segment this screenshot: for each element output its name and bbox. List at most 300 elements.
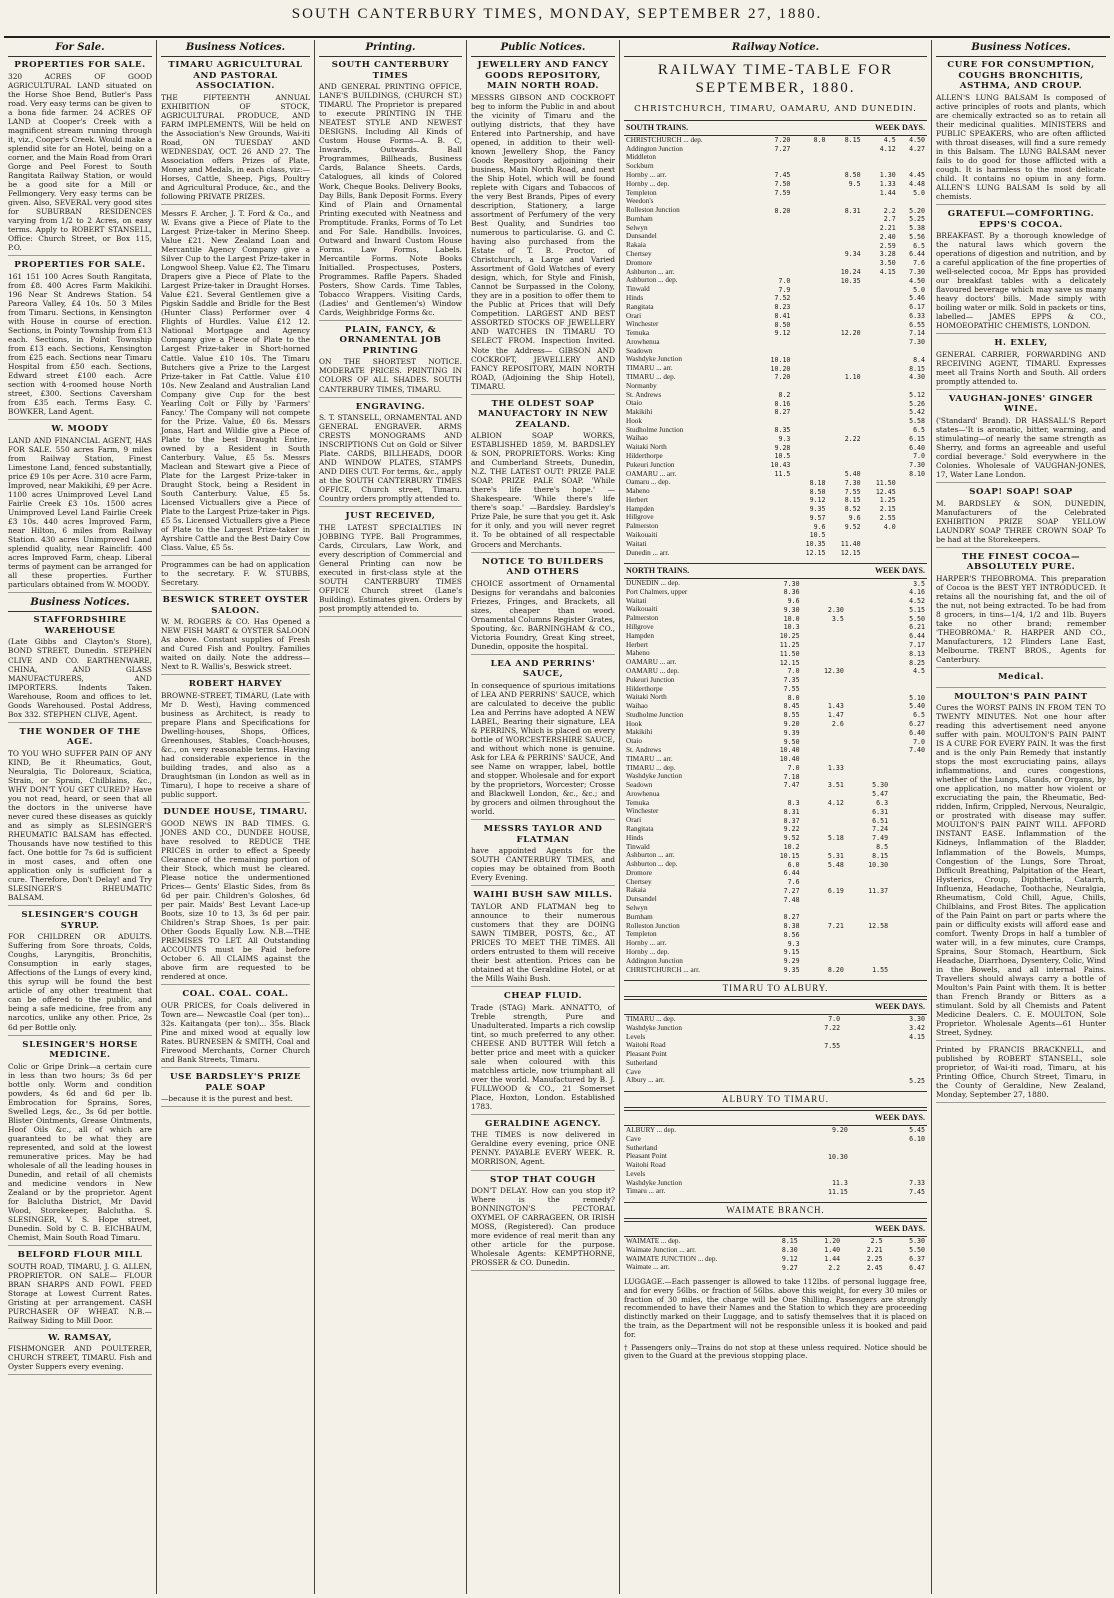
departure-time: 5.12 [909,390,925,399]
departure-time: 10.24 [840,267,861,276]
timetable-row [624,588,927,597]
departure-time [828,224,863,233]
departure-time [792,434,827,443]
departure-time [828,452,863,461]
departure-time [792,180,827,189]
timetable-heading [624,1222,757,1237]
advertisement [161,60,310,205]
advertisement-title: LEA AND PERRINS' SAUCE, [490,658,596,680]
advertisement [161,595,310,675]
timetable-row [624,605,927,614]
departure-time [828,347,863,356]
departure-time: 2.2 [828,1263,841,1272]
timetable-row [624,1059,927,1068]
departure-time [757,513,792,522]
timetable-row [624,171,927,180]
departure-time: 11.50 [779,649,800,658]
departure-time [890,930,927,939]
departure-time: 7.20 [774,373,791,382]
station-name: Rolleston Junction [626,206,680,215]
departure-time: 8.0 [813,136,826,145]
departure-time: 7.14 [909,329,925,338]
station-name: Waitohi Road [626,1041,666,1050]
departure-time: 10.35 [805,540,826,549]
departure-time: 12.20 [840,329,861,338]
departure-time: 1.33 [879,180,896,189]
departure-time: 10.5 [809,531,826,540]
departure-time [802,816,846,825]
timetable-row [624,329,927,338]
departure-time: 9.34 [844,250,861,259]
station-name: Pleasant Point [626,1152,667,1161]
station-name: Weedon's [626,197,654,206]
departure-time: 1.43 [827,702,844,711]
departure-time: 7.55 [824,1041,841,1050]
departure-time [792,215,827,224]
station-name: Hinds [626,833,644,842]
advertisement-body: FOR CHILDREN OR ADULTS. Suffering from Sore throats, Colds, Coughs, Laryngitis, Bronchitis, Consumption in early stages, Affections of the Lungs of every kind, this syrup will be found the best article of any other treatment that can be offered to the public, and being a safe medicine, free from any narcotics, unlike any other. Price, 2s 6d per Bottle only. [8,932,152,1032]
advertisement-title: W. RAMSAY, [47,1332,113,1343]
advertisement-title: JUST RECEIVED, [345,511,436,522]
departure-time [802,658,846,667]
departure-time [757,1135,850,1144]
departure-time: 7.0 [787,763,800,772]
timetable-row [624,303,927,312]
departure-time [898,505,927,514]
departure-time: 7.27 [783,886,800,895]
timetable-row [624,294,927,303]
timetable-row [624,1050,927,1059]
timetable [624,563,927,974]
departure-time: 5.10 [909,693,925,702]
timetable-row [624,728,927,737]
timetable-row [624,737,927,746]
departure-time [757,338,792,347]
departure-time [842,1068,927,1077]
departure-time [792,417,827,426]
departure-time [757,259,792,268]
departure-time: 4.15 [879,267,896,276]
departure-time [846,605,890,614]
advertisement-title: Medical. [997,672,1045,683]
departure-time [802,728,846,737]
advertisement-body: CHOICE assortment of Ornamental Designs for verandahs and balconies Friezes, Fringes, and Brackets, all sizes, cheaper than wood. Ornamental Columns Register Grates, Spouting, &c. BARNINGHAM & CO., Victoria Foundry, Great King street, Dunedin, opposite the hospital. [471,578,615,651]
departure-time [846,930,890,939]
departure-time [846,649,890,658]
timetable-row [624,285,927,294]
departure-time [890,825,927,834]
station-name: OAMARU ... arr. [626,469,677,478]
departure-time: 7.33 [909,1179,925,1188]
departure-time: 7.30 [909,267,925,276]
advertisement-body: THE LATEST SPECIALTIES IN JOBBING TYPE. Ball Programmes, Cards, Circulars, Law Work, and every description of Commercial and General Printing can now be executed in first-class style at the SOUTH CANTERBURY TIMES OFFICE Church street (Lane's Building). Estimates given. Orders by post promptly attended to. [319,522,462,614]
timetable-row [624,948,927,957]
timetable-row [624,597,927,606]
advertisement [161,807,310,985]
departure-time [828,426,863,435]
departure-time: 10.20 [770,364,791,373]
timetable-row [624,241,927,250]
departure-time: 6.44 [783,869,800,878]
departure-time: 9.6 [787,597,800,606]
departure-time: 7.22 [824,1024,841,1033]
advertisement-title: VAUGHAN-JONES' GINGER WINE. [948,393,1094,415]
timetable-row [624,816,927,825]
station-name: Makikihi [626,728,653,737]
timetable-row [624,939,927,948]
departure-time: 8.15 [781,1237,798,1246]
advertisement [161,989,310,1068]
departure-time [828,241,863,250]
advertisement-title: CURE FOR CONSUMPTION, COUGHS BRONCHITIS, ASTHMA, AND CROUP. [947,60,1095,92]
timetable-row [624,408,927,417]
departure-time: 3.28 [879,250,896,259]
departure-time: 2.40 [879,232,896,241]
departure-time [802,807,846,816]
departure-time [846,711,890,720]
departure-time: 2.59 [879,241,896,250]
departure-time [863,294,898,303]
departure-time: 8.13 [909,649,925,658]
departure-time [890,948,927,957]
departure-time: 5.48 [827,860,844,869]
station-name: Pleasant Point [626,1050,667,1059]
station-name: Albury ... arr. [626,1076,665,1085]
departure-time [757,478,792,487]
departure-time [757,487,792,496]
departure-time: 6.17 [909,303,925,312]
departure-time: 5.18 [827,834,844,843]
departure-time [846,737,890,746]
station-name: Orari [626,311,642,320]
departure-time [863,531,898,540]
timetable-row [624,966,927,975]
advertisement-body: GENERAL CARRIER, FORWARDING AND RECEIVING AGENT, TIMARU. Expresses meet all Trains North and South. All orders promptly attended to. [936,349,1106,386]
departure-time [898,487,927,496]
departure-time [898,162,927,171]
station-name: St. Andrews [626,745,662,754]
advertisement-body: Colic or Gripe Drink—a certain cure in less than two hours; 3s 6d per bottle only. Worm and condition powders, 4s 6d and 6d per lb. Embrocation for Sprains, Sores, Swelled Legs, &c., 3s 6d per bottle. Blister Ointments, Grease Ointments, Hoof Oils &c., all of which are guaranteed to be what they are represented, and sold at the lowest remunerative prices. May be had wholesale of all the leading houses in Dunedin, and retail of all chemists and medicine vendors in New Zealand or by the proprietor. Agent for Balclutha District, Mr David Wood, Storekeeper, Balclutha. S. SLESINGER, V. S. Hope street, Dunedin. Sold by C. B. EICHBAUM, Chemist, Main South Road Timaru. [8,1061,152,1243]
timetable-row [624,1024,927,1033]
advertisement-body: ALLEN'S LUNG BALSAM Is composed of active principles of roots and plants, which are chemically extracted so as to retain all their medicinal qualities. MINISTERS and PUBLIC SPEAKERS, who are often afflicted with throat diseases, will find a sure remedy in this Balsam. The LUNG BALSAM never fails to do good for those afflicted with a cough. It is harmless to the most delicate child. It contains no opium in any form. ALLEN'S LUNG BALSAM Is sold by all chemists. [936,92,1106,201]
departure-time: 4.45 [909,171,925,180]
station-name: Washdyke Junction [626,1023,682,1032]
timetable-row [624,1161,927,1170]
departure-time: 11.37 [868,886,889,895]
timetable-row [624,781,927,790]
timetable-row [624,452,927,461]
departure-time [757,1161,850,1170]
departure-time: 7.35 [783,676,800,685]
departure-time: 9.39 [783,728,800,737]
departure-time [792,145,827,154]
timetable-row [624,649,927,658]
departure-time [828,399,863,408]
departure-time [863,470,898,479]
departure-time [846,764,890,773]
departure-time: 7.30 [909,461,925,470]
advertisement [8,615,152,722]
station-name: Arowhenua [626,337,660,346]
departure-time: 7.40 [909,746,925,755]
departure-time: 9.52 [844,522,861,531]
departure-time: 5.25 [909,215,925,224]
departure-time [898,549,927,558]
station-name: Dromore [626,868,652,877]
timetable-row [624,1068,927,1077]
advertisement-body: MESSRS GIBSON AND COCKROFT beg to inform the Public in and about the vicinity of Timaru and the outlying districts, that they have Entered into Partnership, and have opened, in addition to their well-known Jewellery Shop, the Fancy Goods Repository adjoining their business, Main North Road, and next the Ship Hotel, which will be found replete with Cigars and Tobaccos of the very Best Brands, Pipes of every description, Stationery, a large assortment of Perfumery of the very Best Quality, and Sundries too numerous to particularise. G. and C. having also purchased from the Estate of T. B. Proctor, of Christchurch, a Large and Varied Assortment of Gold Watches of every design, which, for Style and Finish, Cannot be Surpassed in the Colony, they are in a position to offer them to the Public at Prices that will Defy Competition. LARGEST AND BEST ASSORTED STOCKS OF JEWELLERY AND WATCHES IN TIMARU TO SELECT FROM. Inspection Invited. Note the Address— GIBSON AND COCKROFT, JEWELLERY AND FANCY REPOSITORY, MAIN NORTH ROAD, (Adjoining the Ship Hotel), TIMARU. [471,92,615,391]
departure-time [757,496,792,505]
departure-time [802,957,846,966]
advertisement-title: PROPERTIES FOR SALE. [14,260,146,271]
departure-time [792,285,827,294]
departure-time: 7.59 [774,188,791,197]
departure-time [792,171,827,180]
timetable-row [624,496,927,505]
departure-time [792,399,827,408]
departure-time: 7.20 [774,136,791,145]
station-name: Ashburton ... arr. [626,851,675,860]
advertisement-title: STAFFORDSHIRE WAREHOUSE [33,615,127,636]
station-name: TIMARU ... dep. [626,372,676,381]
advertisement-body: (Late Gibbs and Clayton's Store), BOND STREET, Dunedin. STEPHEN CLIVE AND CO. EARTHENWARE, CHINA, AND GLASS MANUFACTURERS, AND IMPORTERS. Indents Taken. Warehouse, Room and offices to let. Goods Warehoused. Postal Address, Box 332. STEPHEN CLIVE, Agent. [8,637,152,719]
advertisement [936,338,1106,390]
station-name: Hilderthorpe [626,452,663,461]
station-name: Dromore [626,258,652,267]
departure-time [792,189,827,198]
departure-time: 6.40 [909,728,925,737]
departure-time: 7.9 [778,285,791,294]
timetable-row [624,623,927,632]
departure-time: 7.30 [783,579,800,588]
timetable-row [624,886,927,895]
station-name: OAMARU ... arr. [626,658,677,667]
station-name: Timaru ... arr. [626,1187,666,1196]
timetable-row [624,711,927,720]
column-printing [315,40,467,1594]
departure-time [757,1050,842,1059]
station-name: Rakaia [626,886,646,895]
station-name: Rangitata [626,302,654,311]
advertisement-body: Messrs F. Archer, J. T. Ford & Co., and W. Evans give a Piece of Plate to the Largest Prize-taker in Merino Sheep. Value £21. New Zealand Loan and Mercantile Agency Company give a Silver Cup to the Largest Prize-taker in Longwool Sheep. Value £2. The Timaru Drapers give a Piece of Plate to the Largest Prize-taker in Draught Horses. Value £21. Several Gentlemen give a Pigskin Saddle and Bridle for the Best (Hunter Class) Performer over 4 Flights of Hurdles. Value £12 12. National Mortgage and Agency Company give a Piece of Plate to the Largest Prize-taker in Short-horned Cattle. Value £10 10s. The Timaru Butchers give a Prize to the Largest Prize-taker in Fat Cattle. Value £10 10s. New Zealand and Australian Land Company give Cup for the best Yearling Colt or Filly by 'Farmers' Fancy.' The Company will not compete for the Prize. Value, £0 6s. Messrs Jonas, Hart and Wildie give a Piece of Plate to the best Draught Entire, owned by a Resident in South Canterbury. Value, £5 5s. Messrs Maclean and Stewart give a Piece of Plate for the Largest Prize-taker in Draught Stock, being a Resident in South Canterbury. Value, £5 5s. Licensed Victuallers give a Piece of Plate to the Largest Prize-taker in Pigs. £5 5s. Licensed Victuallers give a Piece of Plate to the Largest Prize-taker in Ayrshire Cattle and the Best Dairy Cow Class. Value, £5 5s. [161,209,310,553]
departure-time: 3.30 [909,1015,925,1024]
advertisement-title: BESWICK STREET OYSTER SALOON. [162,595,309,616]
departure-time [846,693,890,702]
departure-time: 10.10 [770,355,791,364]
departure-time: 10.40 [779,755,800,764]
departure-time: 11.5 [774,469,791,478]
departure-time: 6.19 [827,886,844,895]
timetable-row [624,913,927,922]
station-name: Waikouaiti [626,605,658,614]
departure-time [863,391,898,400]
timetable-row [624,364,927,373]
departure-time: 10.25 [779,632,800,641]
departure-time [828,461,863,470]
station-name: Waitaki North [626,693,667,702]
advertisement-body: ALBION SOAP WORKS, ESTABLISHED 1859, M. BARDSLEY & SON, PROPRIETORS. Works: King and Cumberland Streets, Dunedin, N.Z. THE LATEST OUT! PRIZE PALE SOAP. PRIZE PALE SOAP. 'While there's life there's hope.' —Shakespeare. 'While there's life there's soap.' —Bardsley. Bardsley's Prize Pale, be sure that you get it. Ask for it only, and you will never regret it. To be obtained of all respectable Grocers and Merchants. [471,431,615,549]
departure-time: 9.3 [787,939,800,948]
timetable-row [624,443,927,452]
departure-time: 7.18 [783,772,800,781]
departure-time: 2.30 [827,605,844,614]
departure-time: 4.0 [883,522,896,531]
departure-time: 9.28 [774,443,791,452]
timetable-row [624,522,927,531]
departure-time: 9.6 [813,522,826,531]
departure-time [757,241,792,250]
departure-time: 8.15 [872,851,889,860]
departure-time: 11.3 [831,1179,848,1188]
departure-time [890,843,927,852]
station-name: DUNEDIN ... dep. [626,579,680,588]
departure-time: 10.15 [779,851,800,860]
timetable-row [624,1041,927,1050]
departure-time [792,206,827,215]
station-name: Maheno [626,487,650,496]
station-name: Hampden [626,504,654,513]
timetable-row [624,513,927,522]
departure-time [828,355,863,364]
departure-time [890,851,927,860]
station-name: Otaio [626,737,642,746]
timetable-row [624,720,927,729]
departure-time [792,197,827,206]
advertisement-title: THE FINEST COCOA—ABSOLUTELY PURE. [961,551,1081,573]
departure-time [846,913,890,922]
departure-time: 7.47 [783,781,800,790]
timetable-section: WAIMATE BRANCH. [624,1202,927,1219]
advertisement [471,824,615,886]
timetable-row [624,276,927,285]
departure-time [863,417,898,426]
departure-time: 6.21 [909,623,925,632]
station-name: Middleton [626,153,656,162]
station-name: Tinwald [626,842,650,851]
departure-time [846,579,890,588]
departure-time [846,939,890,948]
departure-time: 7.0 [913,737,925,746]
departure-time: 8.37 [783,816,800,825]
departure-time [757,1068,842,1077]
timetable-heading [624,1111,757,1126]
departure-time [890,834,927,843]
departure-time: 8.10 [909,469,925,478]
advertisement [471,659,615,820]
departure-time [890,807,927,816]
departure-time [802,693,846,702]
departure-time: 5.46 [909,294,925,303]
timetable-row [624,215,927,224]
departure-time [846,588,890,597]
station-name: Waitohi Road [626,1161,666,1170]
station-name: Hinds [626,293,644,302]
departure-time: 8.15 [844,496,861,505]
departure-time [792,268,827,277]
column-business-notices [157,40,315,1594]
advertisement-body: THE TIMES is now delivered in Geraldine every evening, price ONE PENNY. PAYABLE EVERY WEEK. R. MORRISON, Agent. [471,1130,615,1167]
departure-time: 6.47 [909,1263,925,1272]
station-name: Studholme Junction [626,710,684,719]
advertisement [8,910,152,1035]
timetable [624,999,927,1085]
departure-time [828,382,863,391]
station-name: Oamaru ... dep. [626,478,671,487]
departure-time: 2.2 [883,206,896,215]
timetable-section: TIMARU TO ALBURY. [624,980,927,997]
departure-time [828,259,863,268]
departure-time [863,399,898,408]
departure-time: 9.30 [783,605,800,614]
departure-time [842,1041,927,1050]
departure-time: 2.45 [866,1263,883,1272]
departure-time [890,957,927,966]
departure-time [846,746,890,755]
station-name: Rakaia [626,241,646,250]
departure-time: 9.50 [783,737,800,746]
departure-time: 2.22 [844,434,861,443]
departure-time: 5.31 [827,851,844,860]
advertisement [319,60,462,321]
departure-time: 5.40 [844,469,861,478]
timetable-row [624,764,927,773]
departure-time [828,417,863,426]
departure-time: 9.20 [831,1126,848,1135]
departure-time [792,303,827,312]
station-name: Waikouaiti [626,531,658,540]
station-name: Selwyn [626,223,648,232]
station-name: Seadown [626,346,653,355]
departure-time: 2.21 [866,1246,883,1255]
timetable-row [624,834,927,843]
advertisement [936,394,1106,483]
departure-time: 11.50 [875,478,896,487]
advertisement-title: THE OLDEST SOAP MANUFACTORY IN NEW ZEALAND. [477,398,609,430]
departure-time: 10.40 [779,746,800,755]
departure-time [863,364,898,373]
departure-time: 8.55 [783,711,800,720]
departure-time [890,764,927,773]
timetable [624,1110,927,1196]
departure-time [863,347,898,356]
column-header: Business Notices. [936,42,1106,57]
advertisement-body: ('Standard' Brand). DR HASSALL'S Report states—'It is aromatic, bitter, warming, and stimulating—of nearly the same strength as Sherry, and forms an agreeable and useful cordial beverage.' Sold everywhere in the Colonies. Wholesale of VAUGHAN-JONES, 17, Water Lane London. [936,415,1106,480]
departure-time [846,667,890,676]
station-name: Hornby ... arr. [626,939,667,948]
departure-time: 8.45 [783,702,800,711]
advertisement [8,60,152,256]
departure-time: 1.10 [844,373,861,382]
station-name: Waitati [626,596,647,605]
passenger-note: † Passengers only—Trains do not stop at these unless required. Notice should be given to the Guard at the previous stopping place. [624,1342,927,1361]
station-name: Port Chalmers, upper [626,587,688,596]
station-name: Cave [626,1134,641,1143]
station-name: Temuka [626,798,650,807]
advertisement-title: GRATEFUL—COMFORTING. EPPS'S COCOA. [947,209,1095,230]
timetable-row [624,417,927,426]
advertisement-body: In consequence of spurious imitations of LEA AND PERRINS' SAUCE, which are calculated to deceive the public Lea and Perrins have adopted A NEW LABEL, Bearing their signature, LEA & PERRINS, Which is placed on every bottle of WORCESTERSHIRE SAUCE, and without which none is genuine. Ask for LEA & PERRINS' SAUCE, And see Name on wrapper, label, bottle and stopper. Wholesale and for export by the proprietors, Worcester; Crosse and Blackwell London, &c., &c.; and by grocers and oilmen throughout the world. [471,680,615,817]
departure-time [850,1161,927,1170]
departure-time: 5.20 [909,206,925,215]
departure-time [898,347,927,356]
timetable-row [624,487,927,496]
departure-time [757,549,792,558]
timetable-row [624,904,927,913]
departure-time [846,623,890,632]
advertisement [161,679,310,803]
advertisement-body: OUR PRICES, for Coals delivered in Town are— Newcastle Coal (per ton)... 32s. Kaitangata (per ton)... 35s. Black Pine and mixed wood at equally low Rates. BURNESEN & SMITH, Coal and Firewood Merchants, Corner Church and Bank Streets, Timaru. [161,1000,310,1065]
departure-time: 8.3 [787,799,800,808]
